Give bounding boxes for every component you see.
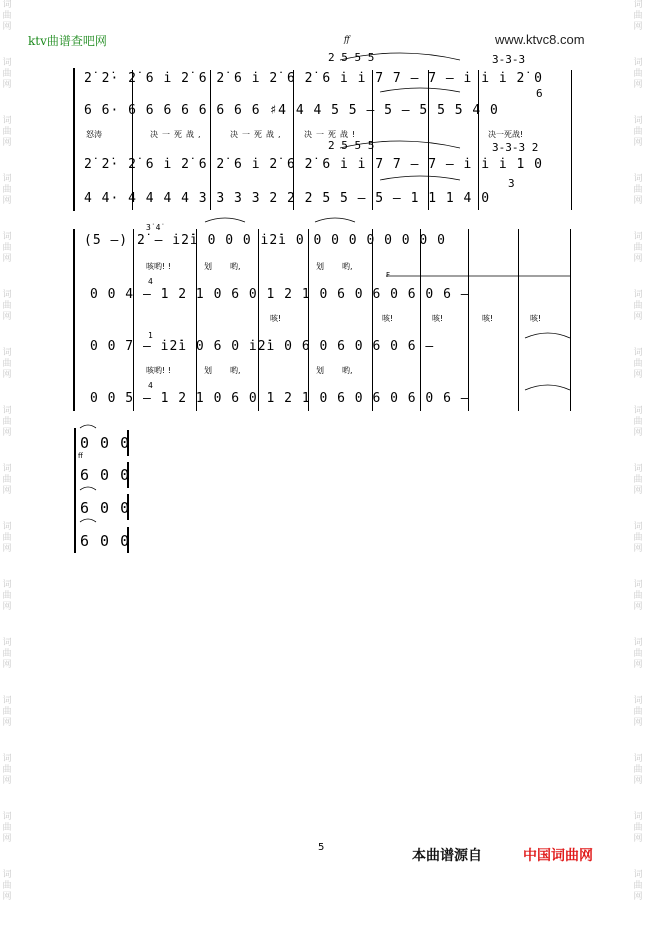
watermark-char: 词 [633,522,643,532]
watermark-char: 网 [633,602,643,612]
voice-2-notes: 6 0 0 [80,466,131,484]
voice-1-notes: 0 0 0 [80,434,131,452]
watermark-char: 词 [633,638,643,648]
watermark-char: 词 [2,580,12,590]
watermark-char: 曲 [633,69,643,79]
watermark-char: 曲 [633,823,643,833]
lyric: 决一死战, [230,130,285,139]
watermark-char: 网 [2,370,12,380]
watermark-char: 曲 [633,765,643,775]
watermark-char: 词 [2,174,12,184]
source-label: 本曲谱源自 [412,848,482,864]
watermark-char: 网 [633,544,643,554]
watermark-char: 网 [633,370,643,380]
lyric: 怒涛 [86,130,102,139]
watermark-char: 网 [2,602,12,612]
watermark-char: 曲 [2,243,12,253]
source-site-link[interactable]: 中国词曲网 [523,848,593,864]
lyric: 划 [204,366,212,375]
watermark-char: 网 [633,196,643,206]
watermark-char: 词 [633,464,643,474]
watermark-char: 词 [2,232,12,242]
voice-3-notes: 6 0 0 [80,499,131,517]
lyric: 哟, [342,262,353,271]
upper-triplet: 3-3-3 2 [492,141,539,154]
watermark-char: 词 [2,116,12,126]
lyric: 咳! [530,314,542,323]
lyric: 咳! [270,314,282,323]
watermark-char: 曲 [2,591,12,601]
watermark-char: 词 [633,754,643,764]
watermark-char: 词 [2,870,12,880]
voice-2-notes: 0 0 4 — 1 2 1 0 6 0 1 2 1 0 6 0 6 0 6 0 6 — [90,287,470,302]
watermark-char: 曲 [633,243,643,253]
lyric: 咳! [382,314,394,323]
watermark-char: 曲 [633,359,643,369]
watermark-char: 曲 [2,69,12,79]
watermark-char: 曲 [633,301,643,311]
watermark-char: 网 [2,138,12,148]
watermark-char: 词 [633,696,643,706]
watermark-gap [631,903,645,928]
watermark-char: 词 [633,232,643,242]
watermark-char: 曲 [2,765,12,775]
watermark-char: 曲 [633,475,643,485]
watermark-char: 网 [2,22,12,32]
watermark-char: 曲 [2,185,12,195]
lyric: 咳! [482,314,494,323]
watermark-char: 曲 [2,649,12,659]
watermark-char: 网 [2,428,12,438]
voice-4-notes: 6 0 0 [80,532,131,550]
watermark-gap [0,903,14,928]
chord-mark: 4 [148,381,153,390]
watermark-char: 网 [633,486,643,496]
upper-notes: 2 5 5 5 [328,139,375,152]
voice-1-notes: 2̇ 2̇· 2̇ 6 i̇ 2̇ 6 2̇ 6 i̇ 2̇ 6 2̇ 6 i̇ i̇ 7 7 — 7 — i̇ i̇ i̇ 2̇ 0 [84,71,543,86]
watermark-char: 网 [633,80,643,90]
watermark-char: 网 [633,834,643,844]
voice-1-sub: 6 [536,87,543,100]
watermark-char: 词 [633,58,643,68]
watermark-char: 词 [2,522,12,532]
voice-4-notes: 0 0 5 — 1 2 1 0 6 0 1 2 1 0 6 0 6 0 6 0 6 — [90,391,470,406]
lyric: 划 [316,366,324,375]
watermark-char: 词 [633,870,643,880]
chord-mark: 4 [148,277,153,286]
lyric: 决一死战! [304,130,360,139]
watermark-char: 网 [633,312,643,322]
watermark-char: 网 [2,718,12,728]
watermark-char: 网 [633,428,643,438]
watermark-char: 词 [633,0,643,10]
watermark-char: 曲 [2,707,12,717]
watermark-char: 词 [2,348,12,358]
watermark-char: 曲 [2,127,12,137]
dynamic-marking: ff [344,35,350,44]
lyric: 决一死战! [488,130,524,139]
watermark-char: 词 [2,638,12,648]
upper-triplet: 3-3-3 [492,53,526,66]
voice-4-notes: 4 4· 4 4 4 4 3 3 3 3 2 2 2 5 5 — 5 — 1 1 1 4 0 [84,191,491,206]
voice-2-notes: 6 6· 6 6 6 6 6 6 6 6 ♯4 4 4 5 5 — 5 — 5 5 5 4 0 [84,103,499,118]
watermark-char: 曲 [2,881,12,891]
watermark-char: 网 [2,196,12,206]
lyric: 咳! [432,314,444,323]
watermark-char: 词 [633,348,643,358]
lyric: 划 [316,262,324,271]
page-number: 5 [318,842,325,853]
small-label: ff [78,452,83,460]
watermark-char: 网 [2,776,12,786]
voice-3-notes: 2̇ 2̇· 2̇ 6 i̇ 2̇ 6 2̇ 6 i̇ 2̇ 6 2̇ 6 i̇ i̇ 7 7 — 7 — i̇ i̇ i̇ 1 0 [84,157,543,172]
watermark-char: 曲 [2,301,12,311]
upper-notes: 2 5 5 5 [328,51,375,64]
chord-mark: 1 [148,331,153,340]
watermark-char: 词 [633,290,643,300]
watermark-char: 词 [633,174,643,184]
watermark-char: 网 [633,660,643,670]
lyric: 咳哟! ! [146,366,171,375]
watermark-char: 词 [2,290,12,300]
watermark-char: 网 [633,718,643,728]
lyric: 哟, [342,366,353,375]
watermark-char: 网 [2,486,12,496]
watermark-char: 曲 [633,707,643,717]
lyric: 哟, [230,262,241,271]
watermark-char: 曲 [633,185,643,195]
watermark-char: 曲 [2,475,12,485]
watermark-char: 曲 [633,649,643,659]
watermark-char: 曲 [633,417,643,427]
watermark-char: 网 [633,22,643,32]
chord-mark: 3̇ 4̇ [146,223,161,232]
lyric: 哟, [230,366,241,375]
watermark-char: 网 [2,660,12,670]
watermark-char: 曲 [2,823,12,833]
watermark-char: 网 [633,776,643,786]
watermark-char: 词 [2,58,12,68]
watermark-char: 词 [633,580,643,590]
lyric: 决一死战, [150,130,205,139]
watermark-char: 曲 [2,417,12,427]
watermark-char: 网 [2,312,12,322]
voice-3-notes: 0 0 7 — i̇2̇i̇ 0 6 0 i̇2̇i̇ 0 6 0 6 0 6 0 6 — [90,339,435,354]
watermark-char: 曲 [633,881,643,891]
watermark-char: 词 [2,0,12,10]
watermark-char: 词 [2,812,12,822]
lyric: 划 [204,262,212,271]
watermark-char: 网 [2,544,12,554]
site-name-left[interactable]: ktv曲谱查吧网 [28,34,107,48]
triplet-mark: 3 [508,177,515,190]
watermark-char: 词 [633,812,643,822]
watermark-char: 网 [2,254,12,264]
watermark-char: 网 [633,138,643,148]
watermark-char: 曲 [633,533,643,543]
lyric: 咳哟! ! [146,262,171,271]
watermark-char: 词 [2,696,12,706]
voice-1-notes: (5 —) 2̇ — i̇2̇i̇ 0 0 0 i̇2̇i̇ 0 0 0 0 0 0 0 0 0 [84,233,446,248]
watermark-char: 网 [2,892,12,902]
watermark-char: 词 [2,754,12,764]
watermark-char: 曲 [633,591,643,601]
watermark-char: 词 [2,406,12,416]
watermark-char: 网 [2,80,12,90]
watermark-char: 词 [633,406,643,416]
watermark-char: 曲 [2,359,12,369]
watermark-char: 网 [2,834,12,844]
site-url-right[interactable]: www.ktvc8.com [495,32,585,47]
watermark-char: 网 [633,892,643,902]
watermark-char: 词 [633,116,643,126]
dynamic-f: F [386,271,391,279]
watermark-char: 词 [2,464,12,474]
watermark-char: 曲 [633,11,643,21]
watermark-char: 曲 [633,127,643,137]
watermark-char: 网 [633,254,643,264]
watermark-char: 曲 [2,533,12,543]
watermark-char: 曲 [2,11,12,21]
